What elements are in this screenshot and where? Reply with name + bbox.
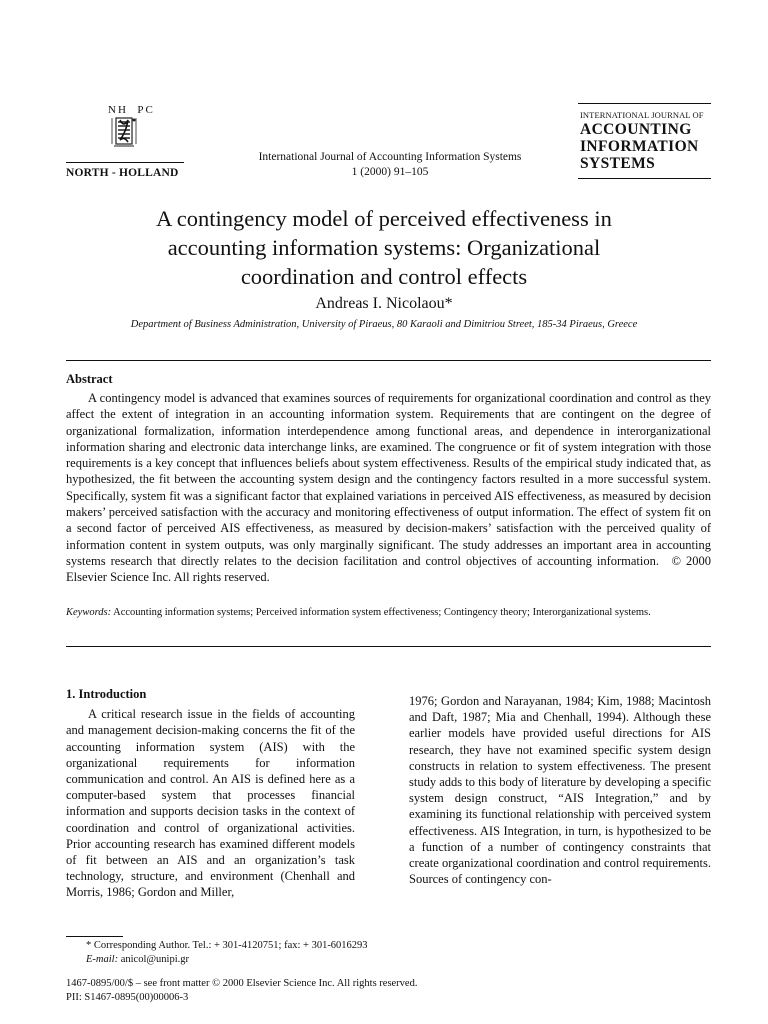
corresponding-author-footnote	[86, 939, 368, 967]
citation-journal: International Journal of Accounting Information Systems	[258, 151, 522, 163]
author-name: Andreas I. Nicolaou*	[315, 295, 453, 312]
journal-brand	[580, 121, 699, 172]
abstract-top-rule	[66, 360, 711, 361]
article-title	[60, 204, 708, 291]
email-address: anicol@unipi.gr	[120, 954, 189, 965]
journal-citation	[200, 150, 580, 180]
journal-brand-rule-bottom	[578, 178, 711, 179]
footnote-email-line	[86, 953, 368, 967]
journal-brand-line: ACCOUNTING	[580, 121, 692, 138]
journal-brand-prefix: INTERNATIONAL JOURNAL OF	[580, 110, 704, 120]
journal-brand-rule-top	[578, 103, 711, 104]
legal-notice	[66, 977, 417, 1005]
title-line: coordination and control effects	[240, 264, 528, 289]
pii-line: PII: S1467-0895(00)00006-3	[66, 992, 189, 1003]
footnote-contact: * Corresponding Author. Tel.: + 301-4120751; fax: + 301-6016293	[86, 940, 368, 951]
footnote-rule	[66, 936, 123, 937]
keywords-list: Accounting information systems; Perceived information system effectiveness; Contingency theory; Interorganizational systems.	[113, 607, 651, 618]
author-affiliation: Department of Business Administration, University of Piraeus, 80 Karaoli and Dimitriou Street, 185-34 Piraeus, Greece	[130, 319, 638, 330]
body-paragraph: 1976; Gordon and Narayanan, 1984; Kim, 1988; Macintosh and Daft, 1987; Mia and Chenhall, 1994). Although these earlier models have provided useful directions for AIS research, they have not examined specific system design constructs in relation to system effectiveness. The present study adds to this body of literature by developing a specific system design construct, “AIS Integration,” and by examining its functional relationship with perceived system effectiveness. AIS Integration, in turn, is hypothesized to be a function of a number of contingency constraints that create organizational coordination and control requirements. Sources of contingency con-	[409, 694, 712, 887]
abstract-bottom-rule	[66, 646, 711, 647]
journal-brand-line: INFORMATION	[580, 138, 699, 155]
body-paragraph: A critical research issue in the fields of accounting and management decision-making concerns the fit of the accounting information system (AIS) with the organizational requirements for information communication and control. An AIS is defined here as a computer-based system that processes financial information and supports decision tasks in the context of coordination and control of organizational activities. Prior accounting research has examined different models of fit between an AIS and an organization’s task technology, structure, and environment (Chenhall and Morris, 1986; Gordon and Miller,	[66, 707, 355, 900]
publisher-monogram: NH PC	[108, 104, 155, 116]
journal-brand-line: SYSTEMS	[580, 155, 656, 172]
keywords	[66, 605, 711, 621]
publisher-name: NORTH - HOLLAND	[66, 167, 179, 179]
copyright-line: 1467-0895/00/$ – see front matter © 2000 Elsevier Science Inc. All rights reserved.	[66, 978, 418, 989]
citation-volume: 1 (2000) 91–105	[351, 166, 429, 178]
body-column-right	[409, 693, 711, 887]
title-line: accounting information systems: Organizational	[167, 235, 601, 260]
publisher-rule	[66, 162, 184, 163]
abstract-body: A contingency model is advanced that examines sources of requirements for organizational coordination and control as they affect the extent of integration in an accounting information system. Requirements that are contingent on the degree of organizational formalization, information interdependence among functional areas, and dependence in interorganizational information sharing and electronic data interchange links, are examined. The congruence or fit of system integration with those requirements is a key concept that influences beliefs about system effectiveness. Results of the empirical study indicated that, as hypothesized, the fit between the accounting system design and the contingency factors resulted in a more successful system. Specifically, system fit was a significant factor that explained variations in perceived AIS effectiveness, as measured by decision makers’ perceived satisfaction with the accuracy and monitoring effectiveness of output information. The effect of system fit on a second factor of perceived AIS effectiveness, as measured by decision-makers’ satisfaction with the perceived quality of information content in system outputs, was only marginally significant. The study addresses an important area in accounting systems research that directly relates to the decision facilitation and control objectives of accounting information. © 2000 Elsevier Science Inc. All rights reserved.	[66, 391, 711, 585]
body-column-left	[66, 686, 355, 901]
title-line: A contingency model of perceived effectiveness in	[156, 206, 612, 231]
email-label: E-mail:	[86, 954, 119, 965]
keywords-label: Keywords:	[66, 607, 112, 618]
publisher-logo	[104, 104, 155, 156]
abstract-heading: Abstract	[66, 372, 113, 386]
section-heading: 1. Introduction	[66, 687, 147, 701]
